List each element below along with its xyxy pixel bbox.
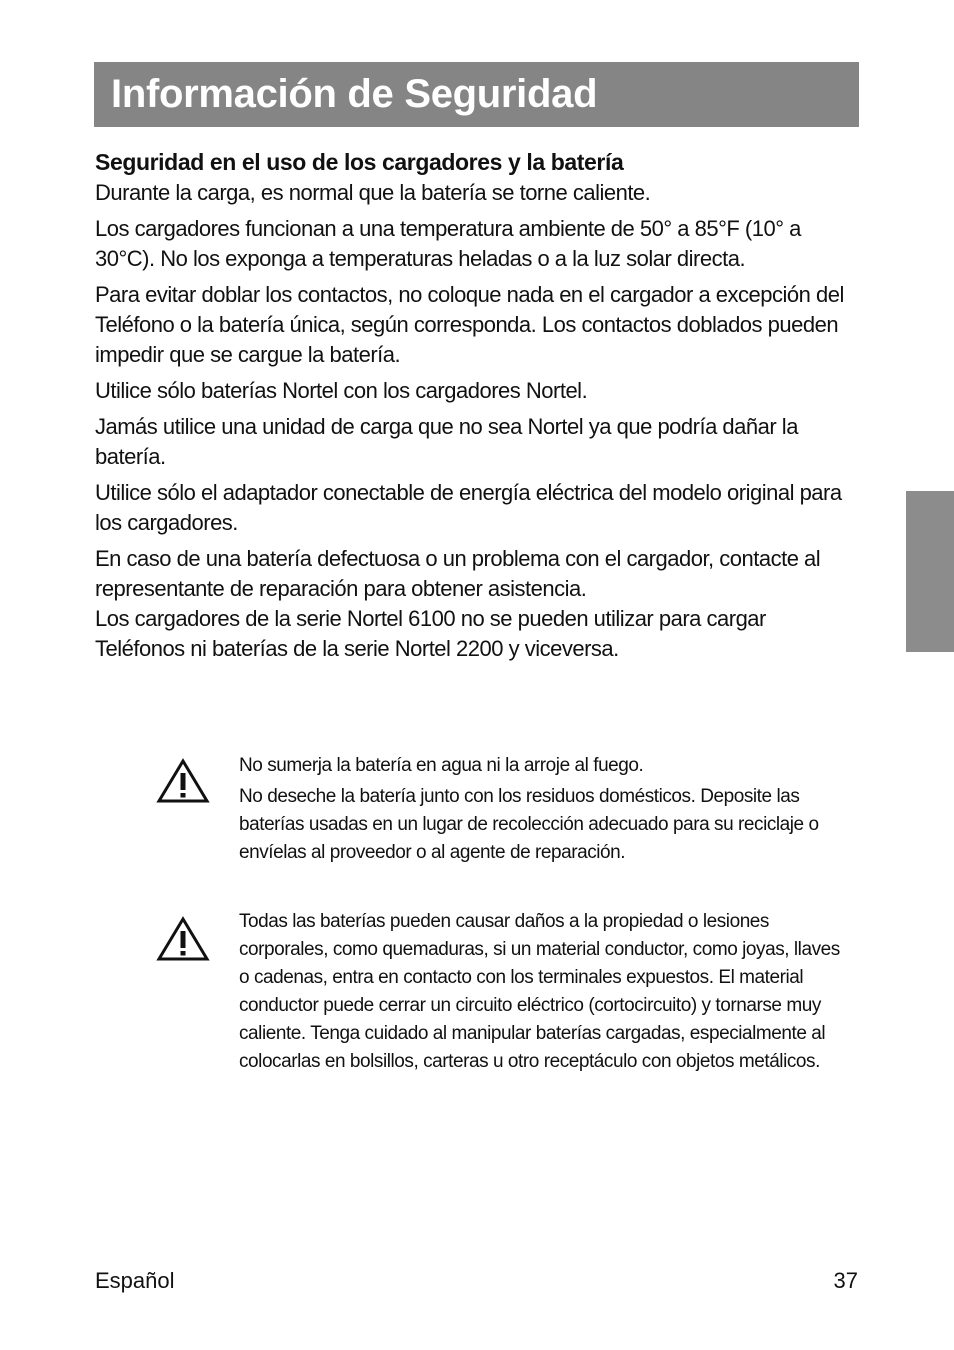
section-heading: Seguridad en el uso de los cargadores y la batería [95, 149, 624, 175]
warning-line: Todas las baterías pueden causar daños a la propiedad o lesiones corporales, como quemaduras, si un material conductor, como joyas, llaves o cadenas, entra en contacto con los terminales expuestos. El material conductor puede cerrar un circuito eléctrico (cortocircuito) y tornarse muy caliente. Tenga cuidado al manipular baterías cargadas, especialmente al colocarlas en bolsillos, carteras u otro receptáculo con objetos metálicos. [239, 911, 840, 1072]
warning-line: No sumerja la batería en agua ni la arroje al fuego. [239, 755, 644, 776]
paragraph-defective: En caso de una batería defectuosa o un problema con el cargador, contacte al representante de reparación para obtener asistencia. [95, 546, 821, 601]
page-number: 37 [833, 1268, 858, 1293]
page-title: Información de Seguridad [111, 72, 598, 116]
paragraph-series-compat: Los cargadores de la serie Nortel 6100 no se pueden utilizar para cargar Teléfonos ni baterías de la serie Nortel 2200 y viceversa. [95, 606, 766, 661]
paragraph-charging-unit: Jamás utilice una unidad de carga que no sea Nortel ya que podría dañar la batería. [95, 414, 798, 469]
paragraph-adapter: Utilice sólo el adaptador conectable de energía eléctrica del modelo original para los cargadores. [95, 480, 842, 535]
footer-language: Español [95, 1268, 175, 1293]
paragraph-charging-heat: Durante la carga, es normal que la batería se torne caliente. [95, 180, 651, 205]
warning-triangle-icon [156, 916, 210, 962]
warning-line: No deseche la batería junto con los residuos domésticos. Deposite las baterías usadas en un lugar de recolección adecuado para su reciclaje o envíelas al proveedor o al agente de reparación. [239, 786, 819, 863]
title-bar [94, 62, 859, 127]
warning-text [239, 752, 849, 870]
paragraph-temperature: Los cargadores funcionan a una temperatura ambiente de 50° a 85°F (10° a 30°C). No los exponga a temperaturas heladas o a la luz solar directa. [95, 216, 801, 271]
warning-triangle-icon [156, 758, 210, 804]
main-content [95, 146, 860, 670]
section-tab-marker [906, 491, 954, 652]
warning-text [239, 908, 849, 1079]
paragraph-contacts: Para evitar doblar los contactos, no coloque nada en el cargador a excepción del Teléfono o la batería única, según corresponda. Los contactos doblados pueden impedir que se cargue la batería. [95, 282, 844, 367]
paragraph-nortel-batteries: Utilice sólo baterías Nortel con los cargadores Nortel. [95, 378, 588, 403]
